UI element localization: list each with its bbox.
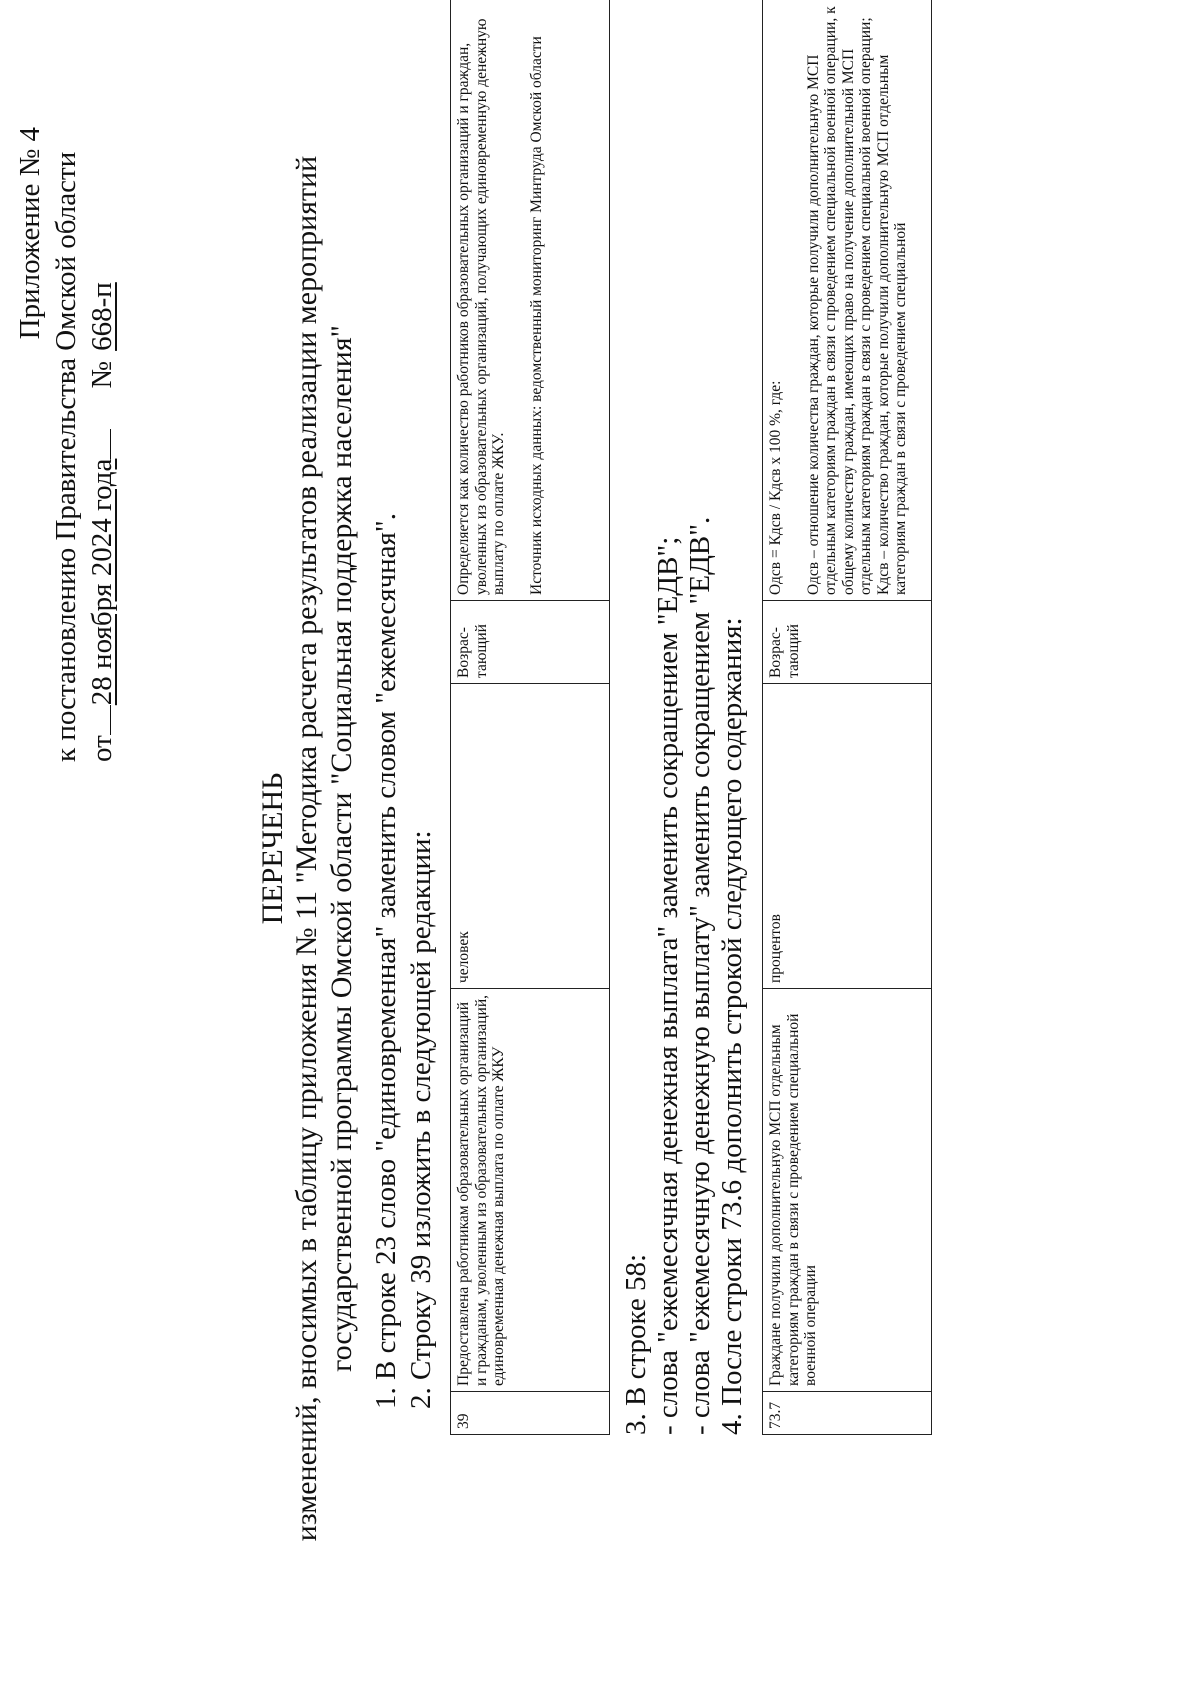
trend: Возрас-тающий bbox=[451, 601, 610, 684]
unit-of-measure: человек bbox=[451, 684, 610, 989]
item-3a: - слова "ежемесячная денежная выплата" заменить сокращением "ЕДВ"; bbox=[652, 536, 684, 1435]
table-row-39 bbox=[450, 0, 610, 1435]
formula: Одсв = Кдсв / Кдсв x 100 %, где: bbox=[767, 380, 784, 595]
item-4: 4. После строки 73.6 дополнить строкой следующего содержания: bbox=[716, 617, 748, 1435]
row-number: 73.7 bbox=[763, 1392, 932, 1435]
appendix-title: Приложение № 4 bbox=[14, 127, 46, 340]
definition-2: Кдсв – количество граждан, которые получили дополнительную МСП отдельным категориям граждан в связи с проведением специальной bbox=[874, 54, 909, 595]
table-row-73-7 bbox=[762, 0, 932, 1435]
document-date: 28 ноября 2024 года bbox=[86, 458, 118, 706]
result-name: Предоставлена работникам образовательных организаций и гражданам, уволенным из образовательных организаций, единовременная денежная выплата по оплате ЖКУ bbox=[451, 989, 610, 1392]
item-3: 3. В строке 58: bbox=[620, 1253, 652, 1435]
appendix-date-line bbox=[84, 282, 120, 762]
document-number: 668-п bbox=[86, 282, 118, 351]
table-row bbox=[451, 0, 610, 1435]
calculation-method bbox=[451, 0, 610, 601]
definition-1: Одсв – отношение количества граждан, которые получили дополнительную МСП отдельным категориям граждан в связи с проведением специальной военной операции, к общему количеству граждан, имеющих право на получение дополнительной МСП отдельным категориям граждан в связи с проведением специальной военной операции; bbox=[804, 6, 874, 595]
row-number: 39 bbox=[451, 1392, 610, 1435]
item-2: 2. Строку 39 изложить в следующей редакции: bbox=[405, 830, 437, 1409]
trend: Возрас-тающий bbox=[763, 601, 932, 684]
item-3b: - слова "ежемесячную денежную выплату" заменить сокращением "ЕДВ". bbox=[684, 516, 716, 1435]
result-name: Граждане получили дополнительную МСП отдельным категориям граждан в связи с проведением специальной военной операции bbox=[763, 989, 932, 1392]
document-title-line2: государственной программы Омской области "Социальная поддержка населения" bbox=[325, 325, 358, 1372]
appendix-subtitle: к постановлению Правительства Омской области bbox=[50, 151, 82, 762]
unit-of-measure: процентов bbox=[763, 684, 932, 989]
document-heading: ПЕРЕЧЕНЬ bbox=[256, 772, 289, 925]
item-1: 1. В строке 23 слово "единовременная" заменить словом "ежемесячная". bbox=[370, 513, 402, 1409]
from-label: от bbox=[86, 735, 118, 762]
data-source: Источник исходных данных: ведомственный мониторинг Минтруда Омской области bbox=[527, 36, 545, 595]
method-text: Определяется как количество работников образовательных организаций и граждан, уволенных из образовательных организаций, получающих единовременную денежную выплату по оплате ЖКУ. bbox=[455, 18, 507, 595]
calculation-method bbox=[763, 0, 932, 601]
table-row bbox=[763, 0, 932, 1435]
number-label: № bbox=[86, 360, 118, 389]
document-title-line1: изменений, вносимых в таблицу приложения № 11 "Методика расчета результатов реализации мероприятий bbox=[290, 155, 323, 1542]
